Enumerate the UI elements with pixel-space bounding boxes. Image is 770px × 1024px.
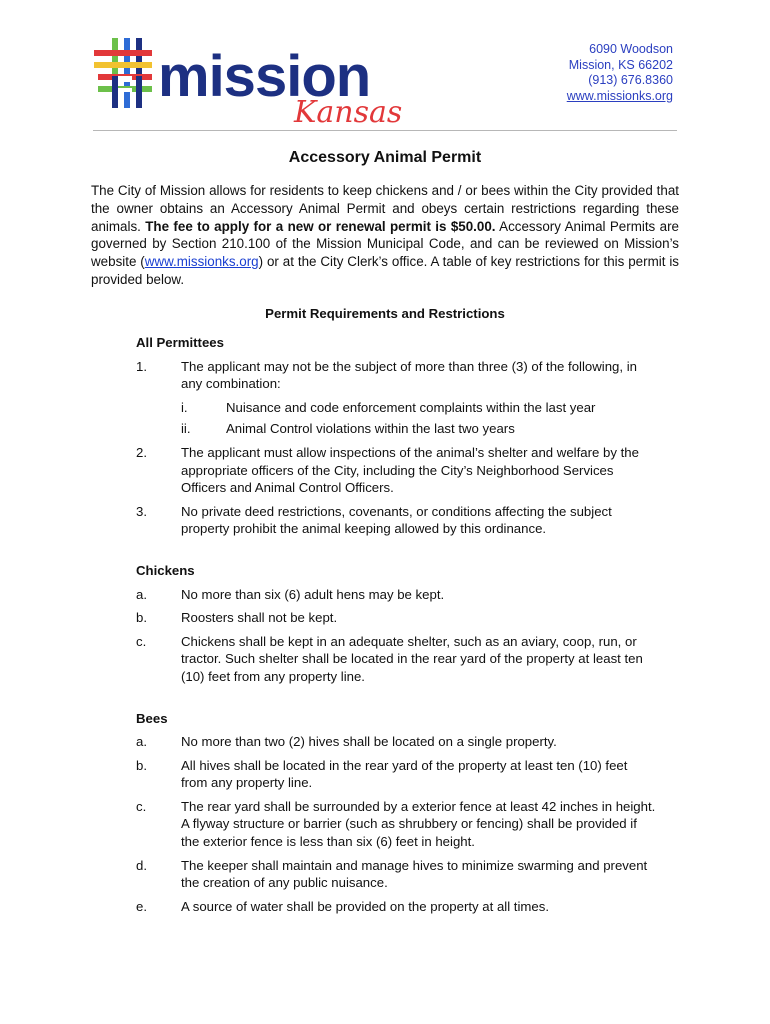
- sub-list-marker: i.: [181, 399, 188, 415]
- list-item-text: No private deed restrictions, covenants, or conditions affecting the subject property prohibit the animal keeping allowed by this ordinance.: [181, 503, 612, 537]
- list-item-text: Chickens shall be kept in an adequate shelter, such as an aviary, coop, run, or tractor. Such shelter shall be located in the rear yard of the property at least ten (10) feet from any property line.: [181, 633, 643, 684]
- intro-website-link[interactable]: www.missionks.org: [144, 254, 259, 270]
- logo-graphic: [94, 36, 424, 128]
- fee-statement: The fee to apply for a new or renewal permit is $50.00.: [145, 218, 496, 234]
- address-block: [567, 42, 673, 104]
- sub-list-item-text: Animal Control violations within the last two years: [226, 421, 515, 437]
- list-marker: 1.: [136, 358, 147, 374]
- list-item-text: All hives shall be located in the rear yard of the property at least ten (10) feet from any property line.: [181, 757, 628, 791]
- list-marker: 3.: [136, 503, 147, 519]
- list-item: [136, 733, 656, 751]
- logo-mark: [94, 38, 152, 108]
- sub-list-item: [181, 399, 656, 417]
- list-item-text: No more than six (6) adult hens may be kept.: [181, 586, 445, 602]
- list-item: [136, 857, 656, 892]
- intro-text-3: ) or at the City Clerk’s office. A table of key restrictions for this permit is provided below.: [91, 254, 679, 287]
- address-city: Mission, KS 66202: [568, 57, 673, 72]
- sub-list-item-text: Nuisance and code enforcement complaints within the last year: [226, 399, 596, 415]
- sub-list-item: [181, 420, 656, 438]
- logo-script: Kansas: [294, 95, 403, 128]
- all-permittees-section: [136, 334, 656, 538]
- list-item: [136, 358, 656, 438]
- list-item-text: The applicant must allow inspections of the animal’s shelter and welfare by the appropriate officers of the City, including the City’s Neighborhood Services Officers and Animal Control Officers.: [181, 444, 639, 496]
- chickens-heading: Chickens: [136, 562, 195, 578]
- list-item: [136, 633, 656, 686]
- restrictions-content: [136, 334, 656, 921]
- bees-section: [136, 710, 656, 916]
- list-item: [136, 757, 656, 792]
- list-marker: b.: [136, 610, 147, 626]
- list-marker: b.: [136, 757, 147, 773]
- list-marker: 2.: [136, 444, 147, 460]
- section-title: Permit Requirements and Restrictions: [265, 306, 505, 321]
- list-item: [136, 609, 656, 627]
- list-item: [136, 798, 656, 851]
- list-marker: c.: [136, 798, 147, 814]
- list-item-text: The keeper shall maintain and manage hives to minimize swarming and prevent the creation of any public nuisance.: [181, 857, 648, 891]
- website-link[interactable]: www.missionks.org: [566, 88, 673, 103]
- list-item-text: A source of water shall be provided on the property at all times.: [181, 898, 549, 914]
- list-marker: a.: [136, 586, 147, 602]
- bees-heading: Bees: [136, 710, 168, 726]
- sub-list-marker: ii.: [181, 421, 191, 437]
- list-item-text: The applicant may not be the subject of more than three (3) of the following, in any combination:: [181, 358, 637, 392]
- mission-kansas-logo: [94, 36, 424, 128]
- logo-wordmark: mission: [158, 44, 371, 109]
- list-item-text: Roosters shall not be kept.: [181, 610, 338, 626]
- list-marker: e.: [136, 898, 147, 914]
- chickens-section: [136, 562, 656, 686]
- list-item: [136, 503, 656, 538]
- all-permittees-heading: All Permittees: [136, 335, 224, 350]
- list-item-text: The rear yard shall be surrounded by a exterior fence at least 42 inches in height. A flyway structure or barrier (such as shrubbery or fencing) shall be provided if the exterior fence is less than six (6) feet in height.: [181, 798, 656, 850]
- header-divider: [93, 130, 677, 131]
- list-item: [136, 586, 656, 604]
- intro-paragraph: [91, 182, 679, 289]
- phone-number: (913) 676.8360: [588, 73, 673, 88]
- list-marker: c.: [136, 633, 147, 649]
- address-street: 6090 Woodson: [589, 42, 673, 56]
- list-item-text: No more than two (2) hives shall be located on a single property.: [181, 734, 557, 750]
- list-marker: d.: [136, 857, 147, 873]
- list-item: [136, 444, 656, 497]
- intro-text-1: The City of Mission allows for residents to keep chickens and / or bees within the City provided that the owner obtains an Accessory Animal Permit and obeys certain restrictions regarding these animals.: [91, 183, 679, 234]
- document-title: Accessory Animal Permit: [288, 149, 482, 166]
- list-marker: a.: [136, 734, 147, 750]
- intro-text-2: Accessory Animal Permits are governed by Section 210.100 of the Mission Municipal Code, and can be reviewed on Mission’s website (: [91, 218, 679, 270]
- list-item: [136, 898, 656, 916]
